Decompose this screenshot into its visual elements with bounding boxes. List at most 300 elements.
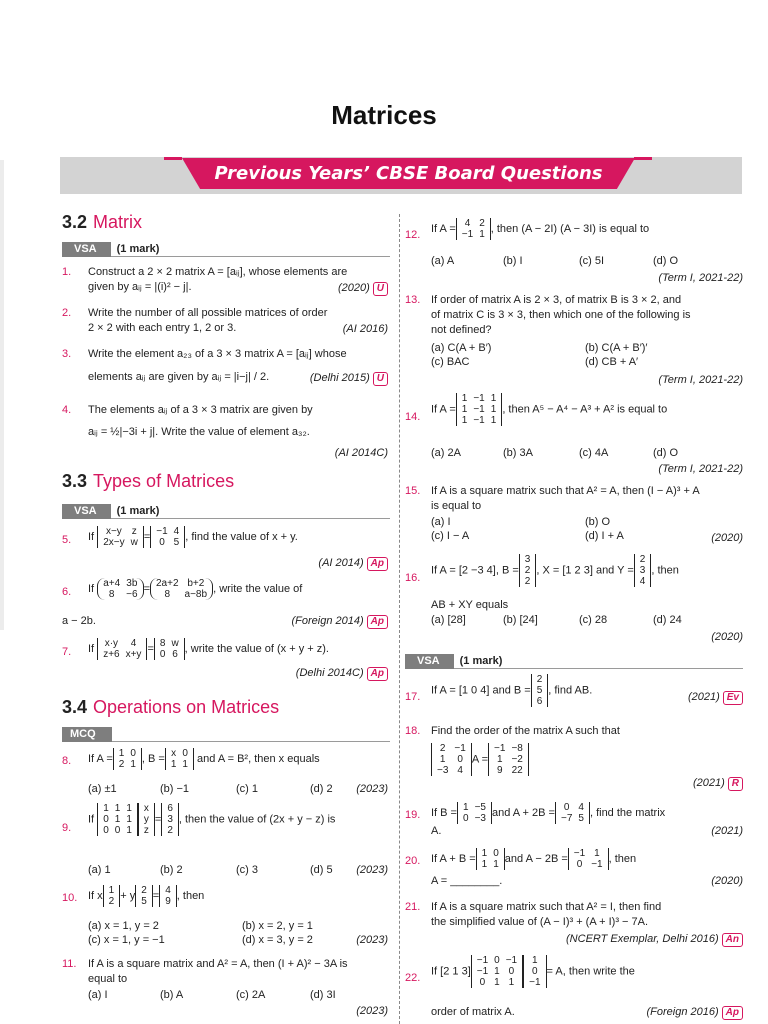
options	[88, 919, 388, 947]
matrix-entry: w	[171, 638, 179, 649]
matrix	[97, 803, 138, 836]
question-11	[62, 957, 388, 1021]
matrix-entry: 2	[167, 825, 173, 836]
question-text: given by aᵢⱼ = |(i)² − j|.	[88, 281, 192, 293]
question-text: If x	[88, 889, 103, 902]
question-text: A.	[431, 825, 442, 837]
question-ref: (Term I, 2021-22)	[658, 272, 743, 284]
matrix-entry: 4	[578, 802, 584, 813]
question-1	[62, 265, 388, 297]
matrix-entry: 2x−y	[103, 537, 125, 548]
answer-option: (a) [28]	[431, 614, 466, 626]
answer-option: (a) A	[431, 255, 455, 267]
section-heading-3-2	[62, 212, 142, 233]
question-ref: (2023)	[356, 934, 388, 946]
question-text: If A = [2 −3 4], B =	[431, 564, 519, 577]
question-text: Find the order of the matrix A such that	[431, 725, 620, 737]
options	[431, 341, 743, 369]
matrix-entry: 1	[532, 955, 538, 966]
matrix	[161, 803, 179, 836]
matrix	[138, 803, 155, 836]
matrix	[456, 218, 491, 240]
question-text: , find the matrix	[589, 806, 666, 819]
question-16: 16. If A = [2 −3 4], B = 3 2 2 , X = [1 2 3] and Y = 2 3 4 , then AB + XY equals (a) [28] (b) [24] (c) 28 (d) 24 (2020)	[405, 554, 743, 643]
matrix-entry: 5	[141, 896, 147, 907]
question-text: , then A⁵ − A⁴ − A³ + A² is equal to	[502, 403, 668, 416]
section-heading-3-4	[62, 697, 279, 718]
difficulty-badge: Ap	[367, 557, 388, 571]
matrix-entry: 5	[578, 813, 584, 824]
question-ref: (2020)	[711, 875, 743, 887]
matrix-entry: 1	[494, 977, 500, 988]
question-4	[62, 403, 388, 463]
question-ref: (Delhi 2015) U	[310, 371, 388, 386]
question-number: 17.	[405, 691, 421, 703]
matrix-entry: 1	[439, 754, 446, 765]
mark-label: (1 mark)	[116, 505, 160, 517]
question-text: , then the value of (2x + y − z) is	[178, 813, 336, 826]
matrix-entry: 4	[173, 526, 180, 537]
matrix-entry: 1	[461, 415, 468, 426]
matrix-entry: 2	[479, 218, 485, 229]
answer-option: (a) x = 1, y = 2	[88, 920, 159, 932]
answer-option: (d) I + A	[585, 530, 624, 542]
question-text: If	[88, 530, 95, 543]
matrix-entry: 3b	[126, 578, 138, 589]
matrix-entry: −1	[573, 848, 586, 859]
matrix-entry: a−8b	[184, 589, 208, 600]
section-title: Matrix	[93, 212, 143, 232]
question-ref: (2020)	[711, 631, 743, 643]
matrix-entry: 1	[490, 415, 497, 426]
question-text: If A =	[431, 403, 456, 416]
matrix-entry: 0	[159, 649, 166, 660]
question-text: If B =	[431, 806, 457, 819]
matrix-entry: 1	[461, 393, 468, 404]
section-banner	[60, 157, 742, 194]
answer-option: (c) 1	[236, 783, 258, 795]
matrix-entry: 0	[576, 859, 583, 870]
matrix	[135, 885, 153, 907]
matrix-entry: 2	[108, 896, 115, 907]
question-text: If	[88, 642, 95, 655]
matrix-entry: 0	[532, 966, 538, 977]
matrix-entry: 0	[103, 814, 109, 825]
matrix-entry: 22	[511, 765, 523, 776]
question-number: 16.	[405, 572, 421, 584]
question-number: 11.	[62, 958, 77, 970]
answer-option: (d) x = 3, y = 2	[242, 934, 313, 946]
matrix-entry: 1	[594, 848, 600, 859]
matrix-entry: −8	[511, 743, 523, 754]
answer-option: (d) 3I	[310, 989, 336, 1001]
matrix-entry: 2	[118, 759, 125, 770]
matrix-entry: 0	[114, 825, 121, 836]
matrix	[457, 802, 492, 824]
matrix-entry: 0	[563, 802, 570, 813]
matrix-entry: 3	[167, 814, 173, 825]
question-text: If [2 1 3]	[431, 965, 471, 978]
question-9: 9. If 1 1 1 0 1 1 0 0 1 x y z = 6 3 2 , then the value of (2x + y − z) is (a) 1 (b) 2 (c) 3 (d) 5 (2023)	[62, 803, 388, 876]
question-ref: (2020) U	[338, 281, 388, 296]
matrix-entry: 3	[524, 554, 531, 565]
matrix-entry: 0	[479, 977, 486, 988]
question-number: 10.	[62, 892, 78, 904]
question-14	[405, 393, 743, 477]
difficulty-badge: Ap	[722, 1006, 743, 1020]
vsa-label: VSA	[405, 654, 454, 669]
question-5: 5. If x−y z 2x−y w = −1 4 0 5 , find the value of x + y. (AI 2014) Ap	[62, 526, 388, 572]
matrix-entry: 0	[463, 813, 469, 824]
matrix-entry: 2	[524, 565, 531, 576]
difficulty-badge: R	[728, 777, 743, 791]
matrix-entry: 1	[118, 748, 125, 759]
matrix-entry: −1	[473, 404, 485, 415]
matrix-entry: y	[143, 814, 149, 825]
question-number: 18.	[405, 725, 421, 737]
question-6: 6. If a+4 3b 8 −6 = 2a+2 b+2 8 a−8b , write the value of a − 2b. (Foreign 2014) Ap	[62, 578, 388, 630]
question-text: If A + B =	[431, 852, 476, 865]
matrix-entry: w	[130, 537, 138, 548]
question-ref: (2023)	[356, 783, 388, 795]
matrix-entry: x−y	[105, 526, 122, 537]
matrix-entry: 0	[182, 748, 188, 759]
question-text: If	[88, 582, 95, 595]
question-text: If A =	[88, 752, 113, 765]
question-text: AB + XY equals	[431, 599, 509, 611]
question-ref: (AI 2014C)	[334, 447, 388, 459]
matrix-entry: 1	[126, 803, 132, 814]
matrix-entry: 1	[494, 966, 500, 977]
question-18: 18. Find the order of the matrix A such that 2 −1 1 0 −3 4 A = −1 −8 1 −2 9 22 (2021) R	[405, 724, 743, 792]
question-number: 22.	[405, 972, 421, 984]
question-ref: (AI 2014) Ap	[318, 556, 388, 571]
matrix	[471, 955, 523, 988]
matrix-entry: −1	[476, 966, 489, 977]
question-text: equal to	[88, 973, 128, 985]
matrix-entry: 1	[481, 859, 488, 870]
question-number: 5.	[62, 534, 72, 546]
matrix-entry: −1	[461, 229, 474, 240]
question-ref: (AI 2016)	[342, 323, 388, 335]
matrix-entry: 4	[464, 218, 471, 229]
matrix-entry: x	[143, 803, 149, 814]
question-ref: (2021) R	[693, 776, 743, 791]
matrix-entry: 6	[167, 803, 173, 814]
matrix-entry: 3	[639, 565, 646, 576]
question-text: If A is a square matrix such that A² = I, then find	[431, 901, 662, 913]
answer-option: (b) −1	[160, 783, 190, 795]
question-text: , then (A − 2I) (A − 3I) is equal to	[490, 222, 650, 235]
section-number: 3.3	[62, 471, 88, 491]
question-number: 20.	[405, 855, 421, 867]
question-number: 14.	[405, 411, 421, 423]
matrix	[154, 638, 185, 660]
mark-label: (1 mark)	[459, 655, 503, 667]
matrix-entry: 0	[130, 748, 136, 759]
matrix-entry: z+6	[103, 649, 120, 660]
matrix-entry: −1	[473, 393, 485, 404]
matrix-entry: 2	[439, 743, 446, 754]
matrix	[476, 848, 505, 870]
matrix-entry: 1	[170, 759, 177, 770]
question-number: 9.	[62, 822, 72, 834]
matrix-entry: 4	[130, 638, 137, 649]
matrix-entry: 1	[481, 848, 488, 859]
question-text: If A =	[431, 222, 456, 235]
matrix-entry: 1	[108, 885, 115, 896]
answer-option: (b) 2	[160, 864, 183, 876]
question-20: 20. If A + B = 1 0 1 1 and A − 2B = −1 1 0 −1 , then A = ________. (2020)	[405, 848, 743, 887]
column-divider	[399, 214, 400, 1024]
difficulty-badge: Ap	[367, 667, 388, 681]
answer-option: (a) I	[431, 516, 451, 528]
question-text: elements aᵢⱼ are given by aᵢⱼ = |i−j| / 2.	[88, 371, 270, 383]
question-13	[405, 293, 743, 389]
matrix-entry: 9	[165, 896, 171, 907]
matrix-entry: 1	[490, 404, 497, 415]
matrix-entry: 8	[108, 589, 115, 600]
vsa-label: VSA	[62, 242, 111, 257]
section-heading-3-3	[62, 471, 234, 492]
mark-label: (1 mark)	[116, 243, 160, 255]
question-text: is equal to	[431, 500, 482, 512]
banner-title: Previous Years’ CBSE Board Questions	[214, 163, 603, 184]
question-2	[62, 306, 388, 338]
answer-option: (c) 3	[236, 864, 258, 876]
matrix	[150, 526, 185, 548]
matrix-entry: 5	[536, 685, 543, 696]
vsa-tag	[62, 242, 159, 257]
question-number: 1.	[62, 266, 72, 278]
question-text: If A is a square matrix such that A² = A, then (I − A)³ + A	[431, 485, 700, 497]
question-ref: (Term I, 2021-22)	[658, 374, 743, 386]
question-text: the simplified value of (A − I)³ + (A + I)³ − 7A.	[431, 916, 649, 928]
answer-option: (a) I	[88, 989, 108, 1001]
matrix	[488, 743, 529, 776]
answer-option: (b) I	[503, 255, 523, 267]
matrix-entry: 1	[130, 759, 136, 770]
options	[88, 782, 388, 796]
matrix	[97, 526, 144, 548]
matrix-entry: 4	[165, 885, 171, 896]
matrix-entry: −5	[474, 802, 486, 813]
question-3	[62, 347, 388, 387]
options	[431, 515, 743, 543]
matrix-entry: −1	[156, 526, 168, 537]
question-ref: (2021) Ev	[688, 690, 743, 705]
mcq-label: MCQ	[62, 727, 112, 742]
matrix-entry: z	[143, 825, 149, 836]
matrix	[150, 578, 213, 600]
question-text: , then	[176, 889, 205, 902]
question-text: , then	[608, 852, 637, 865]
question-text: write the value of	[219, 582, 303, 595]
matrix	[519, 554, 537, 587]
matrix-entry: 8	[159, 638, 166, 649]
matrix-entry: 2	[141, 885, 147, 896]
question-number: 15.	[405, 485, 421, 497]
question-text: Construct a 2 × 2 matrix A = [aᵢⱼ], whose elements are	[88, 266, 348, 278]
question-text: order of matrix A.	[431, 1006, 515, 1018]
question-number: 21.	[405, 901, 421, 913]
matrix	[97, 578, 143, 600]
question-21	[405, 900, 743, 950]
options	[88, 988, 388, 1002]
matrix	[456, 393, 503, 426]
question-ref: (NCERT Exemplar, Delhi 2016) An	[566, 932, 743, 947]
matrix	[159, 885, 177, 907]
matrix-entry: 0	[508, 966, 515, 977]
matrix-entry: −2	[511, 754, 523, 765]
question-number: 2.	[62, 307, 72, 319]
options	[431, 254, 743, 268]
matrix-entry: 0	[457, 754, 463, 765]
question-text: aᵢⱼ = ½|−3i + j|. Write the value of element a₃₂.	[88, 426, 310, 438]
answer-option: (d) O	[653, 447, 679, 459]
question-text: of matrix C is 3 × 3, then which one of the following is	[431, 309, 691, 321]
question-text: If	[88, 813, 95, 826]
page-title: Matrices	[331, 100, 437, 130]
question-text: not defined?	[431, 324, 492, 336]
answer-option: (b) C(A + B′)′	[585, 342, 648, 354]
question-number: 19.	[405, 809, 421, 821]
matrix	[97, 638, 147, 660]
question-ref: (2021)	[711, 825, 743, 837]
vsa-label: VSA	[62, 504, 111, 519]
banner-ornament-right	[634, 157, 652, 160]
matrix-entry: −3	[437, 765, 449, 776]
question-number: 4.	[62, 404, 72, 416]
question-ref: (Term I, 2021-22)	[658, 463, 743, 475]
matrix-entry: 0	[159, 537, 165, 548]
answer-option: (c) I − A	[431, 530, 470, 542]
matrix-entry: 6	[172, 649, 178, 660]
answer-option: (c) BAC	[431, 356, 470, 368]
question-10: 10. If x 1 2 + y 2 5 = 4 9 , then (a) x = 1, y = 2 (b) x = 2, y = 1 (c) x = 1, y = −1 (d) x = 3, y = 2 (2023)	[62, 885, 388, 946]
answer-option: (d) 2	[310, 783, 333, 795]
matrix-entry: 4	[639, 576, 646, 587]
matrix-entry: 9	[496, 765, 503, 776]
matrix	[523, 955, 546, 988]
matrix-entry: b+2	[187, 578, 205, 589]
answer-option: (b) 3A	[503, 447, 533, 459]
question-ref: (Delhi 2014C) Ap	[296, 666, 388, 681]
answer-option: (c) x = 1, y = −1	[88, 934, 165, 946]
section-number: 3.2	[62, 212, 88, 232]
matrix-entry: 1	[103, 803, 109, 814]
matrix	[103, 885, 121, 907]
question-text: a − 2b.	[62, 615, 96, 627]
matrix-entry: 1	[463, 802, 469, 813]
matrix-entry: −1	[494, 743, 506, 754]
matrix-entry: −6	[126, 589, 138, 600]
question-22	[405, 955, 743, 1021]
matrix-entry: −3	[474, 813, 486, 824]
section-number: 3.4	[62, 697, 88, 717]
question-number: 3.	[62, 348, 72, 360]
matrix-entry: 0	[103, 825, 109, 836]
question-text: write the value of (x + y + z).	[190, 642, 329, 655]
question-ref: (2023)	[356, 1005, 388, 1017]
answer-option: (c) 5I	[579, 255, 605, 267]
question-7: 7. If x·y 4 z+6 x+y = 8 w 0 6 , write the value of (x + y + z). (Delhi 2014C) Ap	[62, 638, 388, 684]
question-12	[405, 218, 743, 286]
answer-option: (d) O	[653, 255, 679, 267]
matrix-entry: 2	[639, 554, 646, 565]
question-ref: (Foreign 2016) Ap	[647, 1005, 744, 1020]
matrix-entry: 1	[114, 803, 121, 814]
question-number: 8.	[62, 755, 72, 767]
question-19: 19. If B = 1 −5 0 −3 and A + 2B = 0 4 −7 5 , find the matrix A. (2021)	[405, 802, 743, 837]
question-number: 6.	[62, 586, 72, 598]
matrix-entry: −1	[591, 859, 603, 870]
question-number: 13.	[405, 294, 421, 306]
matrix-entry: 0	[493, 848, 499, 859]
banner-ornament-left	[164, 157, 182, 160]
answer-option: (a) 1	[88, 864, 111, 876]
question-text: 2 × 2 with each entry 1, 2 or 3.	[88, 322, 237, 334]
question-ref: (2020)	[711, 532, 743, 544]
matrix-entry: x+y	[125, 649, 142, 660]
matrix-entry: 5	[173, 537, 180, 548]
matrix-entry: 1	[490, 393, 497, 404]
answer-option: (c) 4A	[579, 447, 609, 459]
vsa-tag	[405, 654, 502, 669]
question-ref: (2023)	[356, 864, 388, 876]
matrix-entry: −1	[476, 955, 489, 966]
matrix-entry: x	[171, 748, 177, 759]
matrix-entry: −1	[473, 415, 485, 426]
question-number: 12.	[405, 229, 421, 241]
answer-option: (b) O	[585, 516, 611, 528]
matrix-entry: 1	[508, 977, 515, 988]
matrix-entry: −1	[505, 955, 518, 966]
matrix	[431, 743, 472, 776]
matrix-entry: a+4	[103, 578, 121, 589]
matrix-entry: 2a+2	[156, 578, 179, 589]
question-text: and A = B², then x equals	[197, 752, 320, 765]
question-text: = A, then write the	[546, 965, 635, 978]
answer-option: (b) A	[160, 989, 184, 1001]
matrix-entry: −1	[454, 743, 466, 754]
answer-option: (b) x = 2, y = 1	[242, 920, 313, 932]
matrix-entry: −7	[560, 813, 573, 824]
question-text: If order of matrix A is 2 × 3, of matrix B is 3 × 2, and	[431, 294, 682, 306]
question-text: The elements aᵢⱼ of a 3 × 3 matrix are given by	[88, 404, 313, 416]
question-text: A = ________.	[431, 875, 503, 887]
question-number: 7.	[62, 646, 72, 658]
difficulty-badge: U	[373, 282, 388, 296]
vsa-tag	[62, 504, 159, 519]
difficulty-badge: U	[373, 372, 388, 386]
matrix-entry: 1	[496, 754, 503, 765]
matrix	[165, 748, 194, 770]
matrix	[568, 848, 609, 870]
answer-option: (c) 28	[579, 614, 608, 626]
difficulty-badge: An	[722, 933, 743, 947]
matrix-entry: 8	[164, 589, 171, 600]
options	[431, 613, 743, 627]
difficulty-badge: Ap	[367, 615, 388, 629]
matrix	[555, 802, 590, 824]
mcq-tag	[62, 727, 112, 742]
matrix-entry: 0	[494, 955, 500, 966]
section-title: Types of Matrices	[93, 471, 235, 491]
question-text: Write the number of all possible matrices of order	[88, 307, 328, 319]
question-text: If A = [1 0 4] and B =	[431, 684, 531, 697]
matrix-entry: 1	[126, 825, 132, 836]
